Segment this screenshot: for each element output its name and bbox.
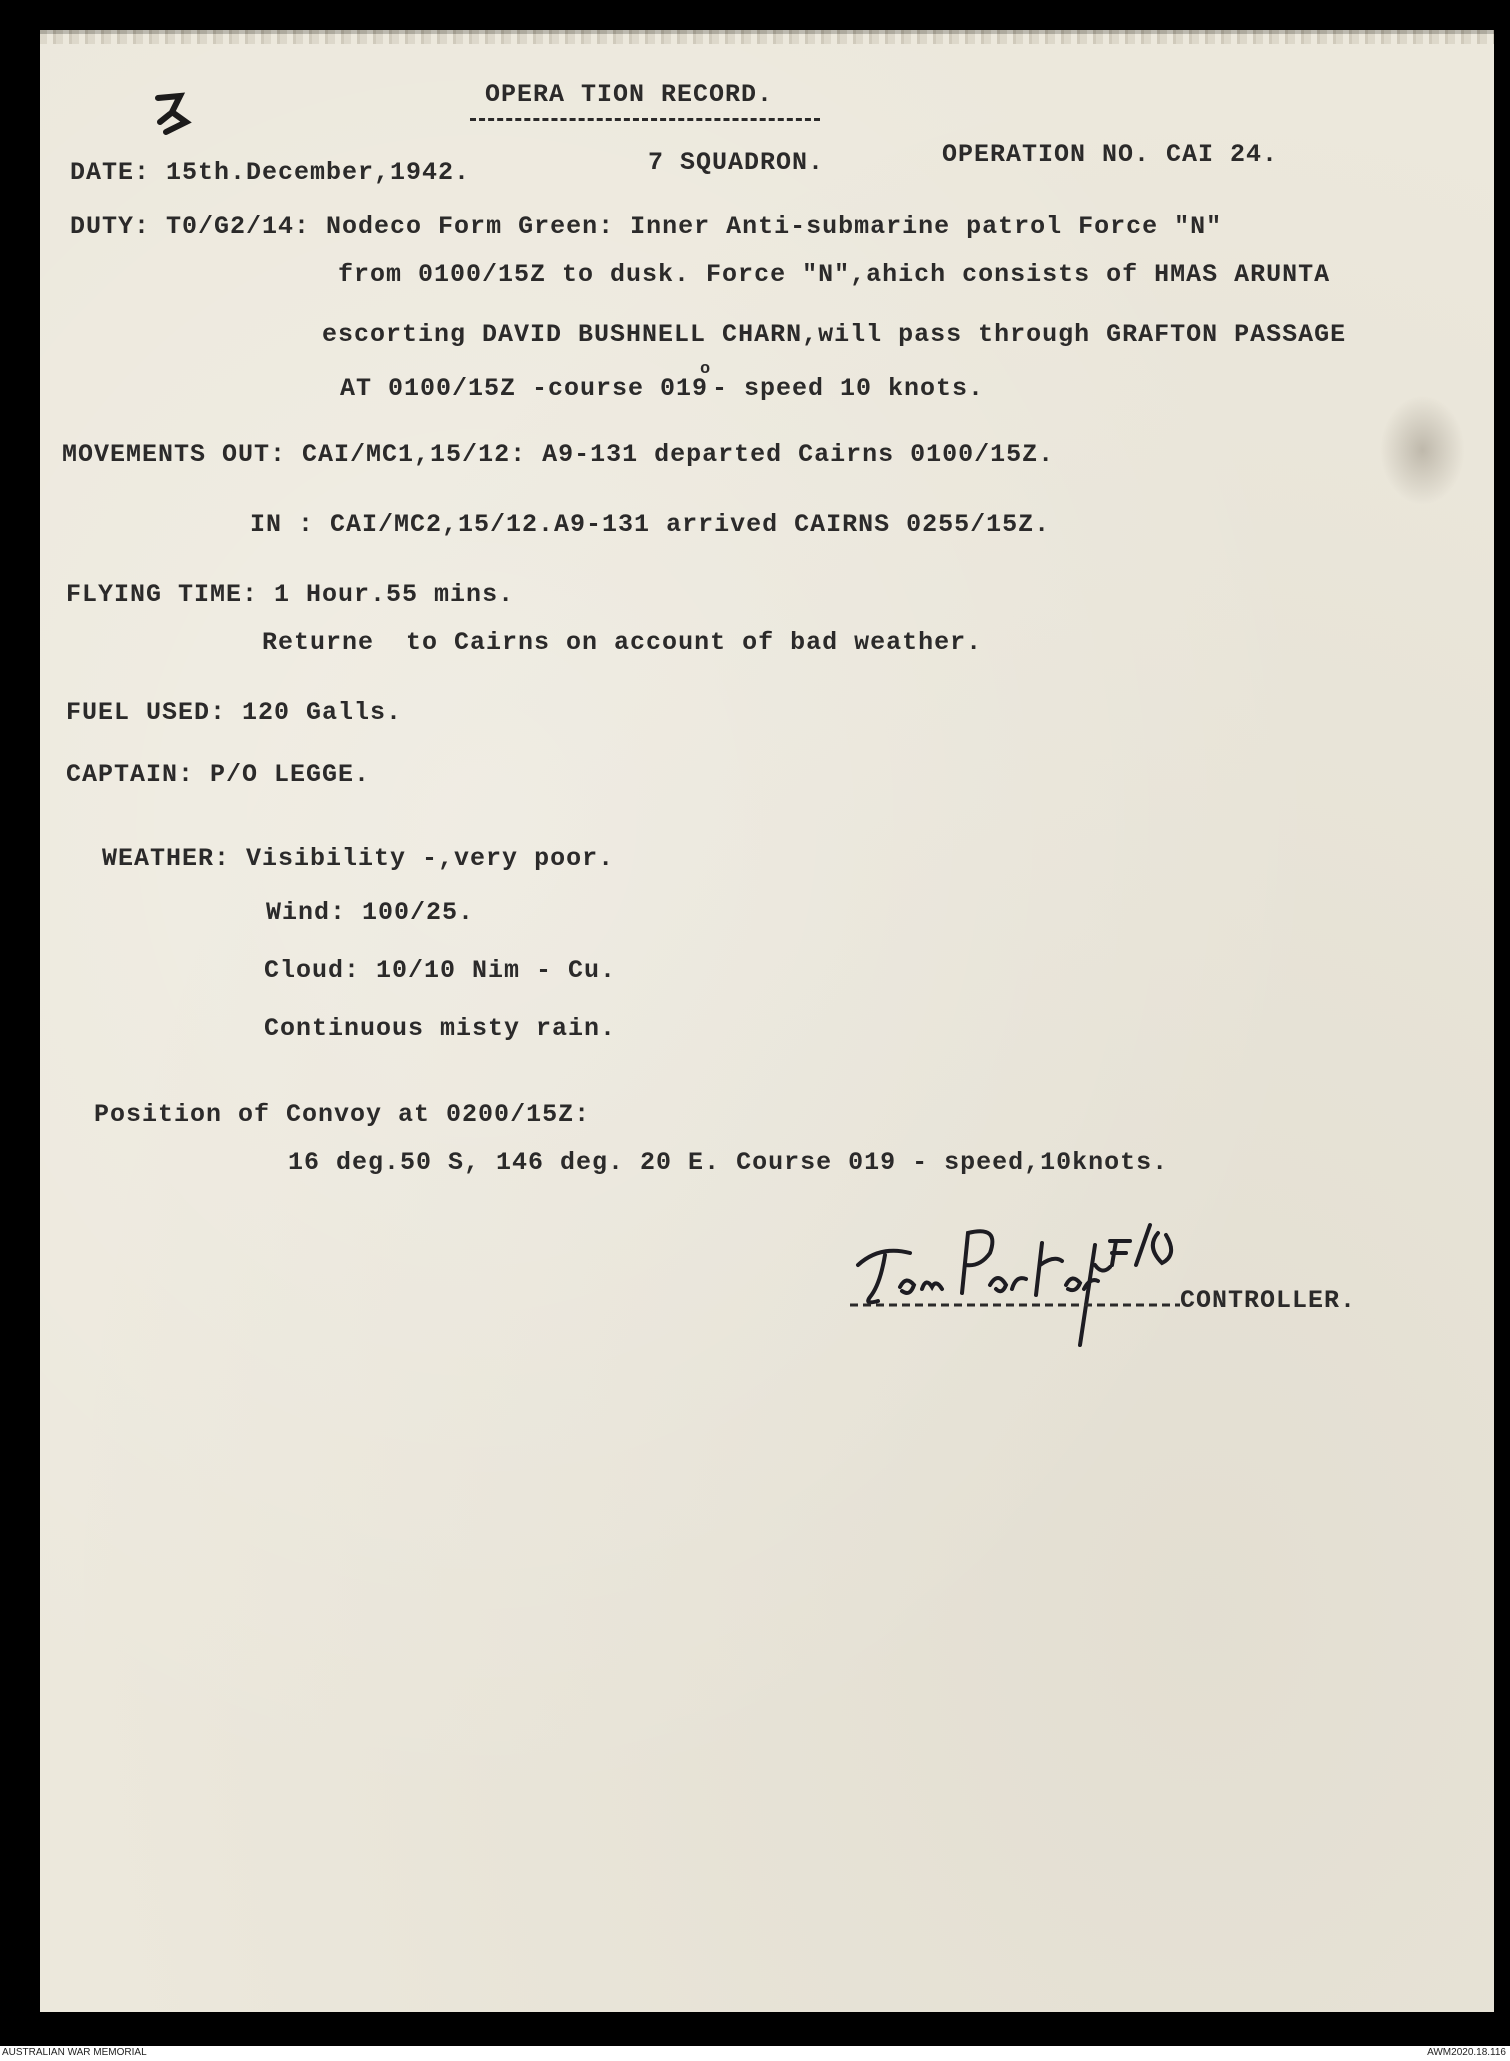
date-field: DATE: 15th.December,1942. (70, 158, 471, 187)
squadron-field: 7 SQUADRON. (648, 148, 825, 177)
paper-stain (1380, 395, 1465, 505)
document-title: OPERA TION RECORD. (485, 80, 774, 109)
convoy-position: 16 deg.50 S, 146 deg. 20 E. Course 019 - speed,10knots. (288, 1148, 1169, 1177)
handwritten-mark (150, 92, 198, 152)
duty-line-1: DUTY: T0/G2/14: Nodeco Form Green: Inner Anti-submarine patrol Force "N" (70, 212, 1223, 241)
weather-visibility: WEATHER: Visibility -,very poor. (102, 844, 615, 873)
duty-line-4: AT 0100/15Z -course 019 (340, 374, 709, 403)
operation-number: OPERATION NO. CAI 24. (942, 140, 1279, 169)
weather-wind: Wind: 100/25. (266, 898, 475, 927)
degree-mark: o (700, 360, 712, 379)
duty-line-4-speed: - speed 10 knots. (712, 374, 985, 403)
captain: CAPTAIN: P/O LEGGE. (66, 760, 371, 789)
footer-bar (0, 2046, 1510, 2061)
title-underline (470, 118, 820, 121)
returned-note: Returne to Cairns on account of bad weather. (262, 628, 983, 657)
controller-label: CONTROLLER. (1180, 1286, 1357, 1315)
footer-accession-number: AWM2020.18.116 (1427, 2047, 1506, 2058)
movements-in: IN : CAI/MC2,15/12.A9-131 arrived CAIRNS 0255/15Z. (250, 510, 1051, 539)
handwritten-signature (840, 1205, 1190, 1355)
flying-time: FLYING TIME: 1 Hour.55 mins. (66, 580, 515, 609)
footer-institution: AUSTRALIAN WAR MEMORIAL (2, 2047, 147, 2058)
duty-line-2: from 0100/15Z to dusk. Force "N",ahich consists of HMAS ARUNTA (338, 260, 1331, 289)
movements-out: MOVEMENTS OUT: CAI/MC1,15/12: A9-131 departed Cairns 0100/15Z. (62, 440, 1055, 469)
convoy-heading: Position of Convoy at 0200/15Z: (94, 1100, 591, 1129)
torn-paper-edge (40, 30, 1494, 44)
fuel-used: FUEL USED: 120 Galls. (66, 698, 403, 727)
weather-rain: Continuous misty rain. (264, 1014, 617, 1043)
duty-line-3: escorting DAVID BUSHNELL CHARN,will pass through GRAFTON PASSAGE (322, 320, 1347, 349)
weather-cloud: Cloud: 10/10 Nim - Cu. (264, 956, 617, 985)
